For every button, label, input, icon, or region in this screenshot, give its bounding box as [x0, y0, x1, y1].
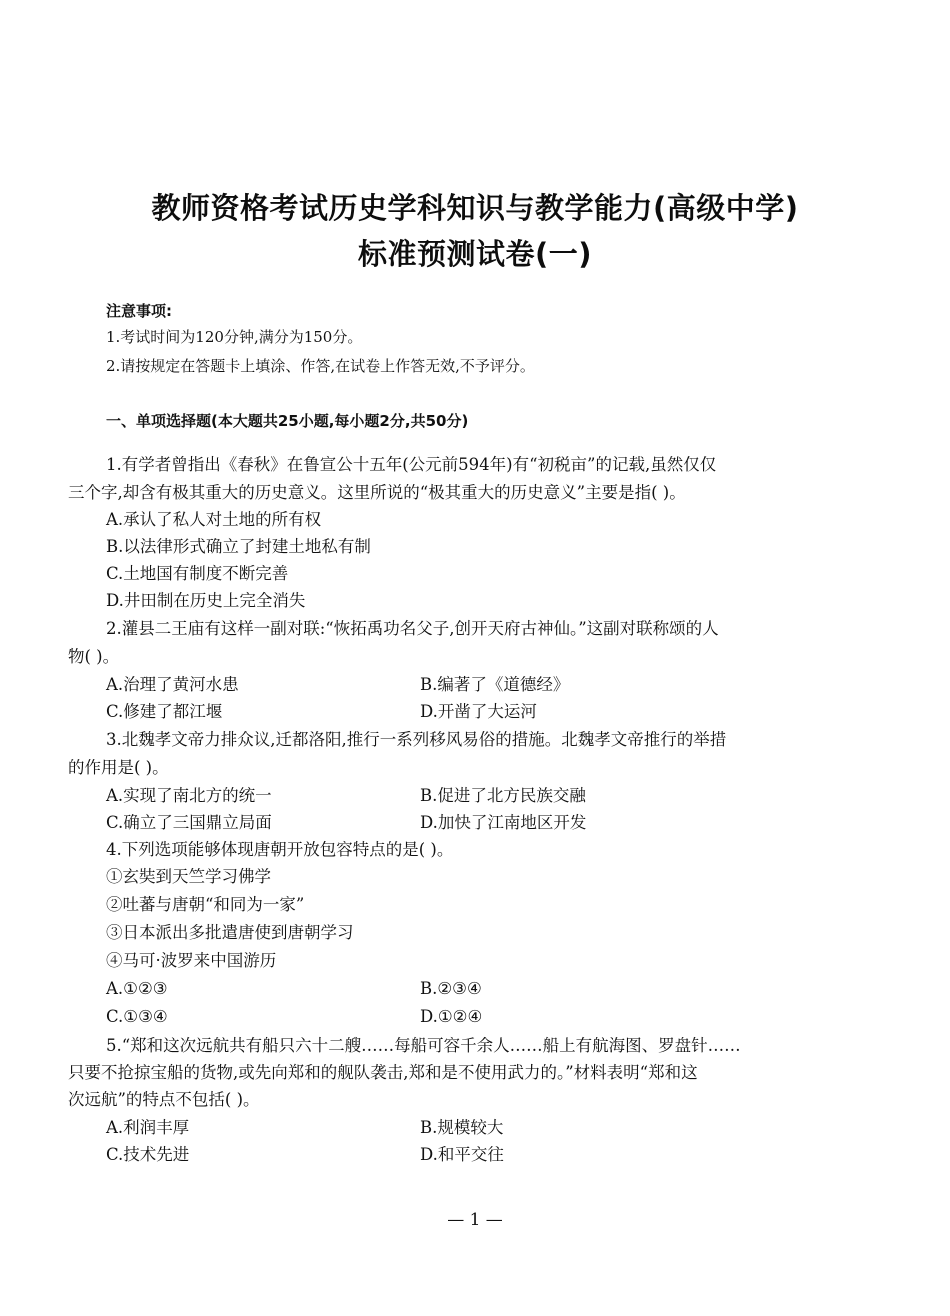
question-5-option-c: C.技术先进 — [106, 1145, 190, 1164]
question-3-option-b: B.促进了北方民族交融 — [420, 786, 586, 805]
question-5-option-a: A.利润丰厚 — [106, 1118, 190, 1137]
question-2-text: 物( )。 — [68, 647, 120, 666]
exam-title-line1: 教师资格考试历史学科知识与教学能力(高级中学) — [151, 191, 799, 225]
question-5-text: 只要不抢掠宝船的货物,或先向郑和的舰队袭击,郑和是不使用武力的。”材料表明“郑和这 — [68, 1063, 698, 1082]
question-4-item: ③日本派出多批遣唐使到唐朝学习 — [106, 923, 354, 942]
question-1-option-b: B.以法律形式确立了封建土地私有制 — [106, 537, 371, 556]
question-1-text: 1.有学者曾指出《春秋》在鲁宣公十五年(公元前594年)有“初税亩”的记载,虽然仅仅 — [106, 455, 717, 474]
question-4-item: ④马可·波罗来中国游历 — [106, 951, 277, 970]
question-1-option-c: C.土地国有制度不断完善 — [106, 564, 289, 583]
question-4-item: ②吐蕃与唐朝“和同为一家” — [106, 895, 305, 914]
question-5-option-d: D.和平交往 — [420, 1145, 504, 1164]
question-3-text: 3.北魏孝文帝力排众议,迁都洛阳,推行一系列移风易俗的措施。北魏孝文帝推行的举措 — [106, 730, 727, 749]
question-2-option-c: C.修建了都江堰 — [106, 702, 223, 721]
question-3-option-a: A.实现了南北方的统一 — [106, 786, 272, 805]
notice-item: 2.请按规定在答题卡上填涂、作答,在试卷上作答无效,不予评分。 — [106, 357, 535, 375]
question-4-option-c: C.①③④ — [106, 1007, 168, 1026]
question-2-option-d: D.开凿了大运河 — [420, 702, 537, 721]
question-2-text: 2.灌县二王庙有这样一副对联:“恢拓禹功名父子,创开天府古神仙。”这副对联称颂的人 — [106, 619, 719, 638]
question-4-option-d: D.①②④ — [420, 1007, 483, 1026]
question-1-text: 三个字,却含有极其重大的历史意义。这里所说的“极其重大的历史意义”主要是指( )。 — [68, 483, 686, 502]
question-3-option-c: C.确立了三国鼎立局面 — [106, 813, 272, 832]
question-1-option-a: A.承认了私人对土地的所有权 — [106, 510, 322, 529]
notice-heading: 注意事项: — [106, 302, 172, 320]
question-5-text: 次远航”的特点不包括( )。 — [68, 1090, 260, 1109]
question-5-option-b: B.规模较大 — [420, 1118, 504, 1137]
section-heading: 一、单项选择题(本大题共25小题,每小题2分,共50分) — [106, 412, 469, 430]
question-4-option-b: B.②③④ — [420, 979, 482, 998]
question-2-option-a: A.治理了黄河水患 — [106, 675, 239, 694]
question-2-option-b: B.编著了《道德经》 — [420, 675, 570, 694]
exam-title-line2: 标准预测试卷(一) — [357, 237, 592, 271]
page-number: — 1 — — [447, 1210, 503, 1230]
question-4-option-a: A.①②③ — [106, 979, 168, 998]
question-3-text: 的作用是( )。 — [68, 758, 169, 777]
question-1-option-d: D.井田制在历史上完全消失 — [106, 591, 306, 610]
question-4-item: ①玄奘到天竺学习佛学 — [106, 867, 271, 886]
notice-item: 1.考试时间为120分钟,满分为150分。 — [106, 328, 363, 346]
question-3-option-d: D.加快了江南地区开发 — [420, 813, 587, 832]
question-4-text: 4.下列选项能够体现唐朝开放包容特点的是( )。 — [106, 840, 454, 859]
question-5-text: 5.“郑和这次远航共有船只六十二艘……每船可容千余人……船上有航海图、罗盘针…… — [106, 1036, 741, 1055]
